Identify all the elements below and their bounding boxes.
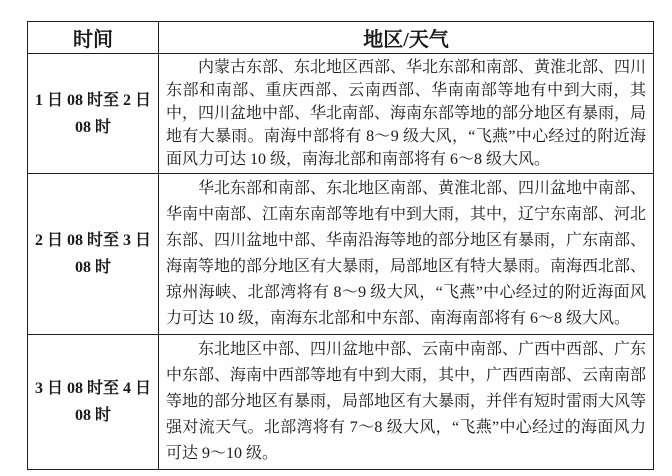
weather-forecast-table bbox=[27, 21, 654, 470]
time-line-1: 2 日 08 时至 3 日 bbox=[34, 232, 151, 249]
time-cell-day1 bbox=[28, 54, 159, 174]
table-row bbox=[28, 54, 654, 174]
time-line-2: 08 时 bbox=[74, 118, 111, 136]
forecast-text-day1: 内蒙古东部、东北地区西部、华北东部和南部、黄淮北部、四川东部和南部、重庆西部、云南西部、华南南部等地有中到大雨，其中，四川盆地中部、华北南部、海南东部等地的部分地区有暴雨，局地有大暴雨。南海中部将有 8～9 级大风，“飞燕”中心经过的附近海面风力可达 10 级，南海北部和南部将有 6～8 级大风。 bbox=[166, 59, 647, 168]
forecast-cell-day1 bbox=[159, 54, 654, 174]
time-line-1: 1 日 08 时至 2 日 bbox=[34, 91, 151, 109]
table-header-row bbox=[28, 22, 654, 54]
column-header-time: 时间 bbox=[28, 22, 159, 54]
time-line-2: 08 时 bbox=[74, 407, 111, 424]
time-line-2: 08 时 bbox=[74, 259, 111, 276]
time-cell-day2 bbox=[28, 174, 159, 335]
time-cell-day3 bbox=[28, 335, 159, 470]
forecast-cell-day3 bbox=[159, 335, 654, 470]
forecast-text-day2: 华北东部和南部、东北地区南部、黄淮北部、四川盆地中南部、华南中南部、江南东南部等地有中到大雨，其中，辽宁东南部、河北东部、四川盆地中部、华南沿海等地的部分地区有暴雨，广东南部、海南等地的部分地区有大暴雨，局部地区有特大暴雨。南海西北部、琼州海峡、北部湾将有 8～9 级大风，“飞燕”中心经过的附近海面风力可达 10 级，南海东北部和中东部、南海南部将有 6～8 级大风。 bbox=[166, 180, 647, 327]
table-row bbox=[28, 335, 654, 470]
forecast-text-day3: 东北地区中部、四川盆地中部、云南中南部、广西中西部、广东中东部、海南中西部等地有中到大雨，其中，广西西南部、云南南部等地的部分地区有暴雨，局部地区有大暴雨，并伴有短时雷雨大风等强对流天气。北部湾将有 7～8 级大风，“飞燕”中心经过的海面风力可达 9～10 级。 bbox=[166, 341, 647, 462]
column-header-region-weather: 地区/天气 bbox=[159, 22, 654, 54]
forecast-cell-day2 bbox=[159, 174, 654, 335]
table-row bbox=[28, 174, 654, 335]
time-line-1: 3 日 08 时至 4 日 bbox=[34, 380, 151, 397]
